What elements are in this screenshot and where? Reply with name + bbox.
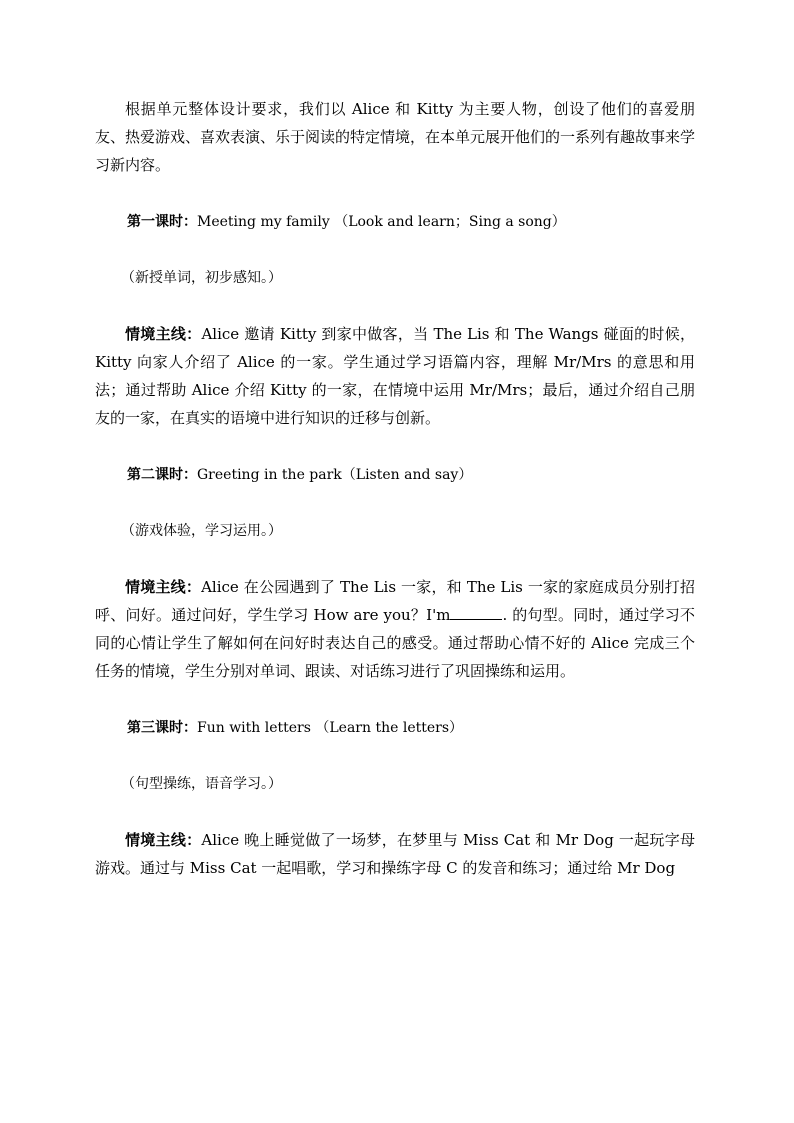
lesson-3-context-label: 情境主线： (125, 831, 202, 849)
fill-in-blank (450, 605, 502, 620)
lesson-3-note: （句型操练，语音学习。） (121, 776, 282, 792)
lesson-1-label: 第一课时： (127, 214, 197, 230)
lesson-2-heading (95, 461, 695, 489)
lesson-2-context (95, 573, 695, 685)
lesson-1-context-text: Alice 邀请 Kitty 到家中做客，当 The Lis 和 The Wangs 碰面的时候，Kitty 向家人介绍了 Alice 的一家。学生通过学习语篇内容，理解 Mr/Mrs 的意思和用法；通过帮助 Alice 介绍 Kitty 的一家，在情境中运用 Mr/Mrs；最后，通过介绍自己朋友的一家，在真实的语境中进行知识的迁移与创新。 (95, 325, 695, 427)
lesson-1-heading (95, 208, 695, 236)
lesson-3-context-text: Alice 晚上睡觉做了一场梦，在梦里与 Miss Cat 和 Mr Dog 一起玩字母游戏。通过与 Miss Cat 一起唱歌，学习和操练字母 C 的发音和练习；通过给 Mr Dog (95, 831, 695, 877)
intro-paragraph: 根据单元整体设计要求，我们以 Alice 和 Kitty 为主要人物，创设了他们的喜爱朋友、热爱游戏、喜欢表演、乐于阅读的特定情境，在本单元展开他们的一系列有趣故事来学习新内容。 (95, 100, 696, 174)
lesson-2-context-text-before: Alice 在公园遇到了 The Lis 一家，和 The Lis 一家的家庭成员分别打招呼、问好。通过问好，学生学习 How are you？I'm (95, 578, 695, 624)
lesson-3-label: 第三课时： (127, 720, 197, 736)
lesson-1-note: （新授单词，初步感知。） (121, 270, 282, 286)
lesson-3-heading (95, 714, 695, 742)
lesson-2-context-text-after: . 的句型。同时，通过学习不同的心情让学生了解如何在问好时表达自己的感受。通过帮助心情不好的 Alice 完成三个任务的情境，学生分别对单词、跟读、对话练习进行了巩固操练和运用。 (95, 606, 695, 680)
lesson-1-title: Meeting my family （Look and learn；Sing a song） (197, 214, 566, 230)
lesson-1-context (95, 320, 695, 432)
lesson-1-context-label: 情境主线： (125, 325, 202, 343)
lesson-2-context-label: 情境主线： (125, 578, 202, 596)
lesson-3-context (95, 826, 695, 882)
lesson-3-title: Fun with letters （Learn the letters） (197, 720, 464, 736)
lesson-2-label: 第二课时： (127, 467, 197, 483)
document-page (95, 95, 695, 882)
lesson-2-title: Greeting in the park（Listen and say） (197, 467, 473, 483)
lesson-2-note: （游戏体验，学习运用。） (121, 523, 282, 539)
